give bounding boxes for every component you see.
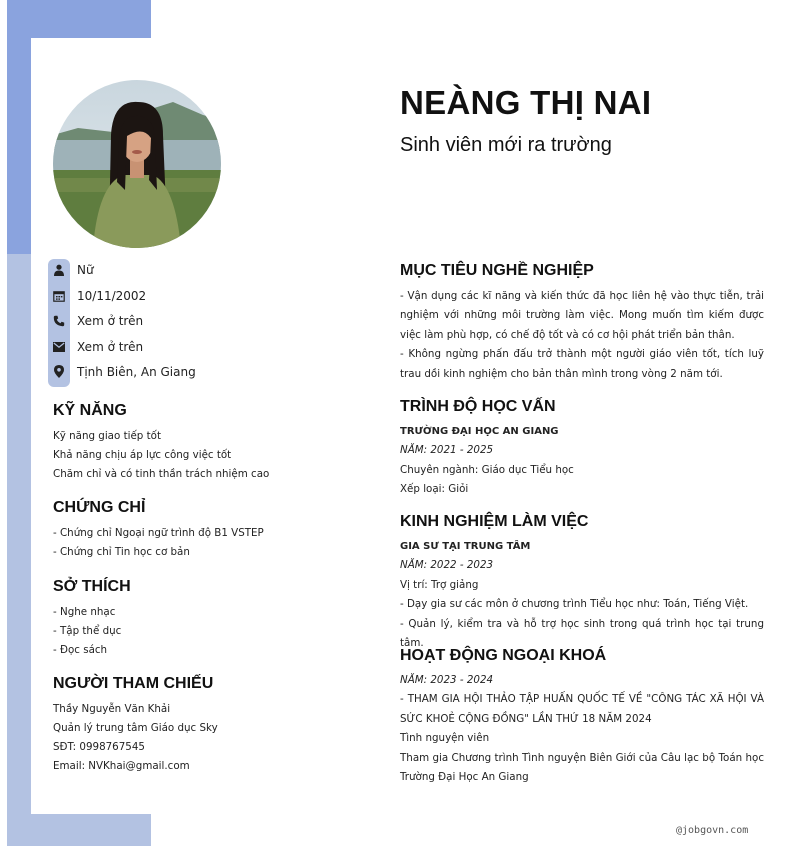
contact-text: 10/11/2002 [77,288,147,303]
list-item: - Chứng chỉ Tin học cơ bản [53,546,190,558]
references-title: NGƯỜI THAM CHIẾU [53,675,214,692]
objective-title: MỤC TIÊU NGHỀ NGHIỆP [400,262,594,279]
school-name: TRƯỜNG ĐẠI HỌC AN GIANG [400,426,559,437]
contact-phone [48,308,143,333]
activities-details [400,671,764,787]
list-item: Quản lý trung tâm Giáo dục Sky [53,722,218,734]
activity-role: Tình nguyện viên [400,732,490,745]
experience-duty: - Dạy gia sư các môn ở chương trình Tiểu học như: Toán, Tiếng Việt. [400,598,749,611]
location-pin-icon [48,359,70,384]
contact-birthday [48,283,146,308]
experience-years: NĂM: 2022 - 2023 [400,559,494,572]
contact-email [48,334,143,359]
experience-details [400,537,764,653]
list-item: Chăm chỉ và có tinh thần trách nhiệm cao [53,468,270,480]
activity-item: - THAM GIA HỘI THẢO TẬP HUẤN QUỐC TẾ VỀ "CÔNG TÁC XÃ HỘI VÀ SỨC KHOẺ CỘNG ĐỒNG" LẦN THỨ 18 NĂM 2024 [400,693,764,725]
education-years: NĂM: 2021 - 2025 [400,444,494,457]
list-item: Khả năng chịu áp lực công việc tốt [53,449,232,461]
objective-paragraph: - Vận dụng các kĩ năng và kiến thức đã học liên hệ vào thực tiễn, trải nghiệm với những môi trường làm việc. Mong muốn tìm kiếm được việc làm phù hợp, có chế độ tốt và có cơ hội phát triển bản thân. [400,290,764,341]
list-item: Kỹ năng giao tiếp tốt [53,430,161,442]
education-title: TRÌNH ĐỘ HỌC VẤN [400,398,556,415]
experience-title: KINH NGHIỆM LÀM VIỆC [400,513,589,530]
education-details [400,422,764,500]
objective-paragraph: - Không ngừng phấn đấu trở thành một người giáo viên tốt, tích luỹ trau dồi kinh nghiệm cho bản thân mình trong vòng 2 năm tới. [400,348,764,380]
person-icon [48,257,70,282]
hobbies-list [53,603,121,660]
mail-icon [48,334,70,359]
certificates-list [53,524,264,562]
certificates-title: CHỨNG CHỈ [53,499,146,516]
experience-duty: - Quản lý, kiểm tra và hỗ trợ học sinh trong quá trình học tại trung tâm. [400,617,764,650]
experience-position: Vị trí: Trợ giảng [400,578,479,591]
hobbies-title: SỞ THÍCH [53,578,131,595]
job-name: GIA SƯ TẠI TRUNG TÂM [400,541,531,552]
contact-text: Xem ở trên [77,313,144,328]
skills-title: KỸ NĂNG [53,402,127,419]
calendar-icon [48,283,70,308]
watermark: @jobgovn.com [676,825,749,836]
list-item: - Chứng chỉ Ngoại ngữ trình độ B1 VSTEP [53,527,264,539]
contact-address [48,359,196,384]
activities-years: NĂM: 2023 - 2024 [400,674,494,686]
objective-text [400,287,764,384]
list-item: SĐT: 0998767545 [53,741,145,753]
list-item: Thầy Nguyễn Văn Khải [53,703,171,715]
contact-gender [48,257,94,282]
list-item: - Nghe nhạc [53,606,116,618]
phone-icon [48,308,70,333]
list-item: - Đọc sách [53,644,108,656]
contact-text: Nữ [77,262,94,277]
contact-text: Xem ở trên [77,339,144,354]
contact-text: Tịnh Biên, An Giang [77,364,196,379]
list-item: Email: NVKhai@gmail.com [53,760,190,772]
education-grade: Xếp loại: Giỏi [400,483,469,496]
activity-item: Tham gia Chương trình Tình nguyện Biên Giới của Câu lạc bộ Toán học Trường Đại Học An Giang [400,751,764,784]
education-major: Chuyên ngành: Giáo dục Tiểu học [400,463,574,476]
references-list [53,700,218,776]
activities-title: HOẠT ĐỘNG NGOẠI KHOÁ [400,647,607,664]
list-item: - Tập thể dục [53,625,122,637]
job-title: Sinh viên mới ra trường [400,134,612,156]
skills-list [53,427,269,484]
profile-photo [53,80,221,248]
full-name: NEÀNG THỊ NAI [400,84,652,121]
